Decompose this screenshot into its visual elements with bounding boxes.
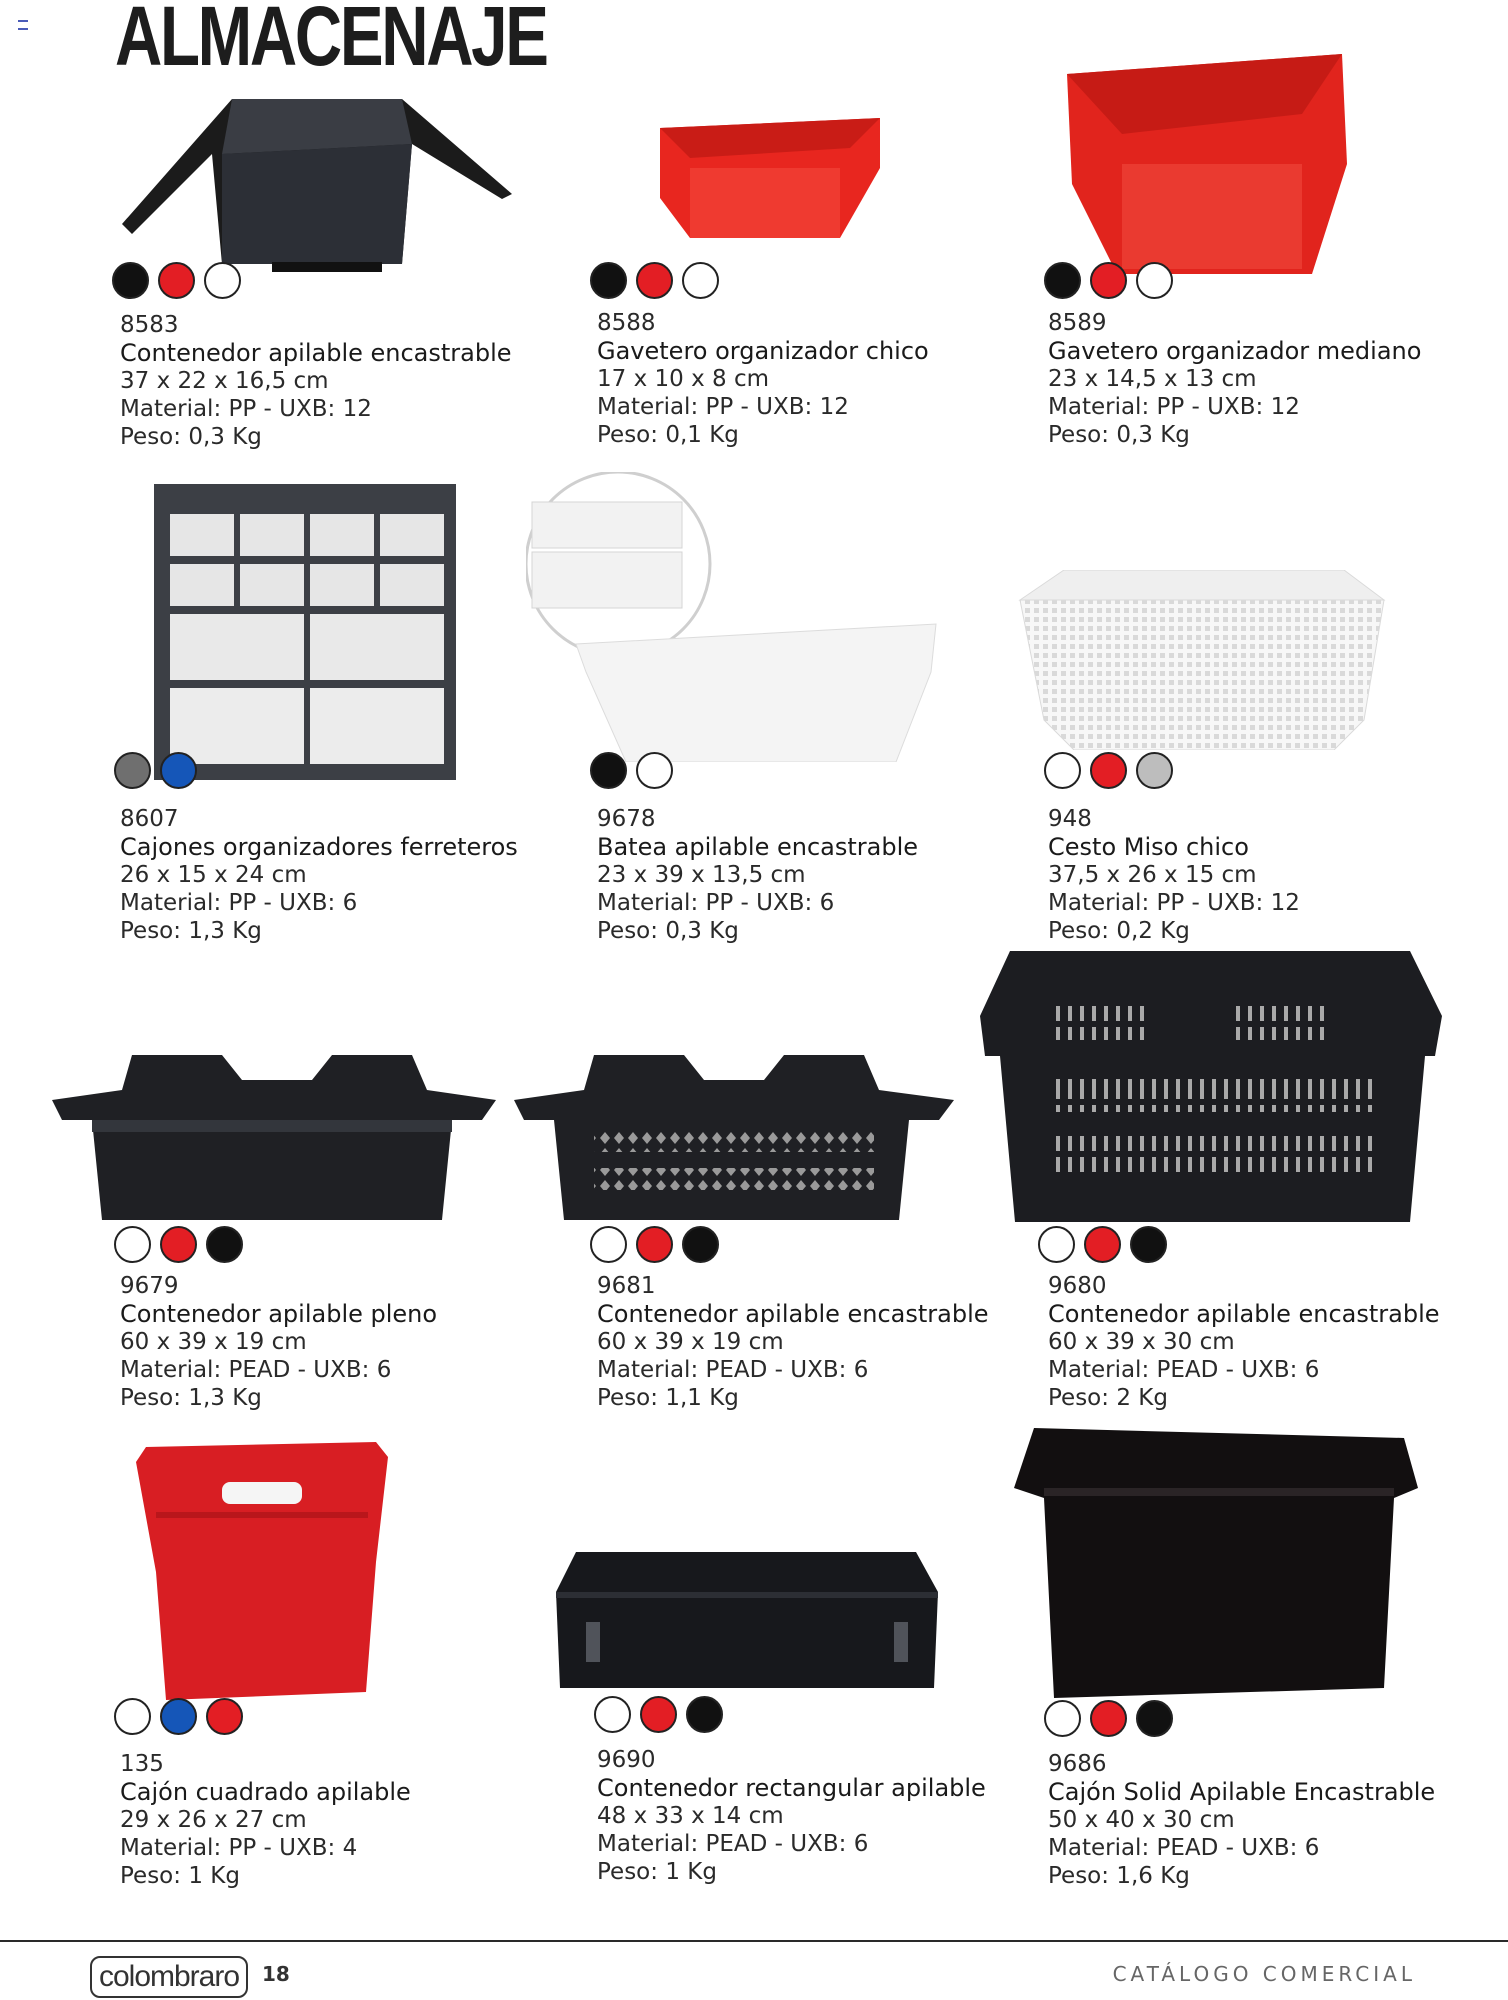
product-dims: 60 x 39 x 19 cm	[597, 1329, 784, 1355]
product-name: Cajones organizadores ferreteros	[120, 833, 518, 861]
color-swatch[interactable]	[686, 1696, 723, 1733]
product-weight: Peso: 1,3 Kg	[120, 1385, 262, 1411]
color-swatch[interactable]	[590, 752, 627, 789]
product-code: 8607	[120, 806, 179, 832]
product-name: Contenedor apilable encastrable	[1048, 1300, 1440, 1328]
color-swatch[interactable]	[1038, 1226, 1075, 1263]
color-swatches	[590, 1226, 719, 1263]
color-swatches	[590, 262, 719, 299]
product-code: 9686	[1048, 1751, 1107, 1777]
color-swatch[interactable]	[206, 1698, 243, 1735]
product-info	[120, 311, 512, 451]
product-info	[597, 309, 929, 449]
color-swatch[interactable]	[682, 1226, 719, 1263]
white-tray-image	[526, 472, 946, 762]
product-code: 948	[1048, 806, 1092, 832]
color-swatch[interactable]	[114, 1226, 151, 1263]
color-swatches	[1044, 752, 1173, 789]
color-swatch[interactable]	[1136, 752, 1173, 789]
color-swatches	[114, 1226, 243, 1263]
color-swatch[interactable]	[206, 1226, 243, 1263]
product-material: Material: PP - UXB: 4	[120, 1835, 358, 1861]
product-info	[120, 1750, 411, 1890]
product-material: Material: PEAD - UXB: 6	[597, 1831, 869, 1857]
product-name: Cesto Miso chico	[1048, 833, 1249, 861]
color-swatch[interactable]	[204, 262, 241, 299]
product-info	[1048, 1750, 1435, 1890]
product-material: Material: PP - UXB: 12	[120, 396, 372, 422]
white-basket-image	[1014, 570, 1388, 750]
color-swatch[interactable]	[1136, 262, 1173, 299]
black-hopper-bin-image	[112, 84, 522, 274]
drawer-cabinet-image	[154, 484, 456, 780]
color-swatches	[114, 752, 197, 789]
product-name: Gavetero organizador chico	[597, 337, 929, 365]
product-weight: Peso: 0,3 Kg	[1048, 422, 1190, 448]
product-material: Material: PP - UXB: 12	[1048, 394, 1300, 420]
color-swatch[interactable]	[1044, 752, 1081, 789]
product-code: 8583	[120, 312, 179, 338]
product-code: 9690	[597, 1747, 656, 1773]
product-dims: 29 x 26 x 27 cm	[120, 1807, 307, 1833]
product-material: Material: PP - UXB: 12	[1048, 890, 1300, 916]
footer-label: CATÁLOGO COMERCIAL	[1112, 1962, 1416, 1986]
product-name: Gavetero organizador mediano	[1048, 337, 1422, 365]
footer-divider	[0, 1940, 1508, 1942]
product-info	[120, 805, 518, 945]
corner-mark	[18, 20, 28, 30]
color-swatch[interactable]	[594, 1696, 631, 1733]
product-code: 9678	[597, 806, 656, 832]
black-solid-box-image	[1014, 1428, 1418, 1698]
color-swatch[interactable]	[1044, 1700, 1081, 1737]
product-code: 8588	[597, 310, 656, 336]
product-code: 9679	[120, 1273, 179, 1299]
color-swatch[interactable]	[1084, 1226, 1121, 1263]
color-swatch[interactable]	[114, 1698, 151, 1735]
color-swatches	[1044, 1700, 1173, 1737]
product-name: Cajón cuadrado apilable	[120, 1778, 411, 1806]
product-name: Contenedor apilable encastrable	[120, 339, 512, 367]
color-swatches	[114, 1698, 243, 1735]
product-weight: Peso: 1 Kg	[597, 1859, 717, 1885]
product-info	[1048, 1272, 1440, 1412]
page-number: 18	[262, 1962, 290, 1986]
product-material: Material: PEAD - UXB: 6	[1048, 1835, 1320, 1861]
product-info	[120, 1272, 437, 1412]
color-swatch[interactable]	[114, 752, 151, 789]
color-swatch[interactable]	[1136, 1700, 1173, 1737]
product-info	[597, 1746, 986, 1886]
product-code: 135	[120, 1751, 164, 1777]
color-swatches	[1038, 1226, 1167, 1263]
color-swatch[interactable]	[160, 1698, 197, 1735]
product-name: Batea apilable encastrable	[597, 833, 918, 861]
color-swatch[interactable]	[1044, 262, 1081, 299]
black-solid-crate-image	[52, 1050, 496, 1220]
color-swatch[interactable]	[636, 1226, 673, 1263]
black-tall-crate-image	[980, 946, 1442, 1222]
product-name: Contenedor apilable encastrable	[597, 1300, 989, 1328]
product-info	[597, 805, 918, 945]
product-code: 9680	[1048, 1273, 1107, 1299]
product-weight: Peso: 1,1 Kg	[597, 1385, 739, 1411]
product-material: Material: PP - UXB: 6	[597, 890, 835, 916]
product-dims: 17 x 10 x 8 cm	[597, 366, 769, 392]
color-swatch[interactable]	[590, 1226, 627, 1263]
product-name: Cajón Solid Apilable Encastrable	[1048, 1778, 1436, 1806]
color-swatch[interactable]	[682, 262, 719, 299]
product-dims: 23 x 39 x 13,5 cm	[597, 862, 806, 888]
product-dims: 26 x 15 x 24 cm	[120, 862, 307, 888]
color-swatches	[112, 262, 241, 299]
color-swatch[interactable]	[160, 1226, 197, 1263]
black-vented-crate-image	[514, 1050, 954, 1220]
color-swatch[interactable]	[636, 752, 673, 789]
color-swatch[interactable]	[1090, 752, 1127, 789]
black-rect-container-image	[556, 1552, 938, 1688]
product-weight: Peso: 0,2 Kg	[1048, 918, 1190, 944]
color-swatch[interactable]	[590, 262, 627, 299]
product-name: Contenedor rectangular apilable	[597, 1774, 986, 1802]
product-weight: Peso: 1,6 Kg	[1048, 1863, 1190, 1889]
color-swatch[interactable]	[158, 262, 195, 299]
color-swatch[interactable]	[112, 262, 149, 299]
product-dims: 37 x 22 x 16,5 cm	[120, 368, 329, 394]
color-swatch[interactable]	[1130, 1226, 1167, 1263]
product-dims: 50 x 40 x 30 cm	[1048, 1807, 1235, 1833]
brand-logo[interactable]: colombraro	[90, 1956, 248, 1998]
product-info	[1048, 805, 1300, 945]
color-swatch[interactable]	[160, 752, 197, 789]
red-small-bin-image	[650, 108, 890, 248]
red-square-box-image	[136, 1442, 388, 1700]
red-medium-bin-image	[1062, 44, 1352, 279]
product-material: Material: PEAD - UXB: 6	[1048, 1357, 1320, 1383]
color-swatches	[590, 752, 673, 789]
product-code: 9681	[597, 1273, 656, 1299]
color-swatch[interactable]	[636, 262, 673, 299]
color-swatches	[1044, 262, 1173, 299]
product-weight: Peso: 2 Kg	[1048, 1385, 1168, 1411]
product-dims: 60 x 39 x 19 cm	[120, 1329, 307, 1355]
product-dims: 60 x 39 x 30 cm	[1048, 1329, 1235, 1355]
product-dims: 48 x 33 x 14 cm	[597, 1803, 784, 1829]
color-swatch[interactable]	[1090, 1700, 1127, 1737]
product-material: Material: PP - UXB: 12	[597, 394, 849, 420]
product-material: Material: PP - UXB: 6	[120, 890, 358, 916]
product-weight: Peso: 0,3 Kg	[597, 918, 739, 944]
product-dims: 37,5 x 26 x 15 cm	[1048, 862, 1257, 888]
color-swatch[interactable]	[640, 1696, 677, 1733]
product-weight: Peso: 0,1 Kg	[597, 422, 739, 448]
product-code: 8589	[1048, 310, 1107, 336]
product-dims: 23 x 14,5 x 13 cm	[1048, 366, 1257, 392]
color-swatch[interactable]	[1090, 262, 1127, 299]
product-material: Material: PEAD - UXB: 6	[120, 1357, 392, 1383]
product-info	[597, 1272, 989, 1412]
product-info	[1048, 309, 1421, 449]
page-title: ALMACENAJE	[115, 0, 547, 83]
product-weight: Peso: 1,3 Kg	[120, 918, 262, 944]
product-weight: Peso: 0,3 Kg	[120, 424, 262, 450]
product-weight: Peso: 1 Kg	[120, 1863, 240, 1889]
color-swatches	[594, 1696, 723, 1733]
product-name: Contenedor apilable pleno	[120, 1300, 438, 1328]
product-material: Material: PEAD - UXB: 6	[597, 1357, 869, 1383]
